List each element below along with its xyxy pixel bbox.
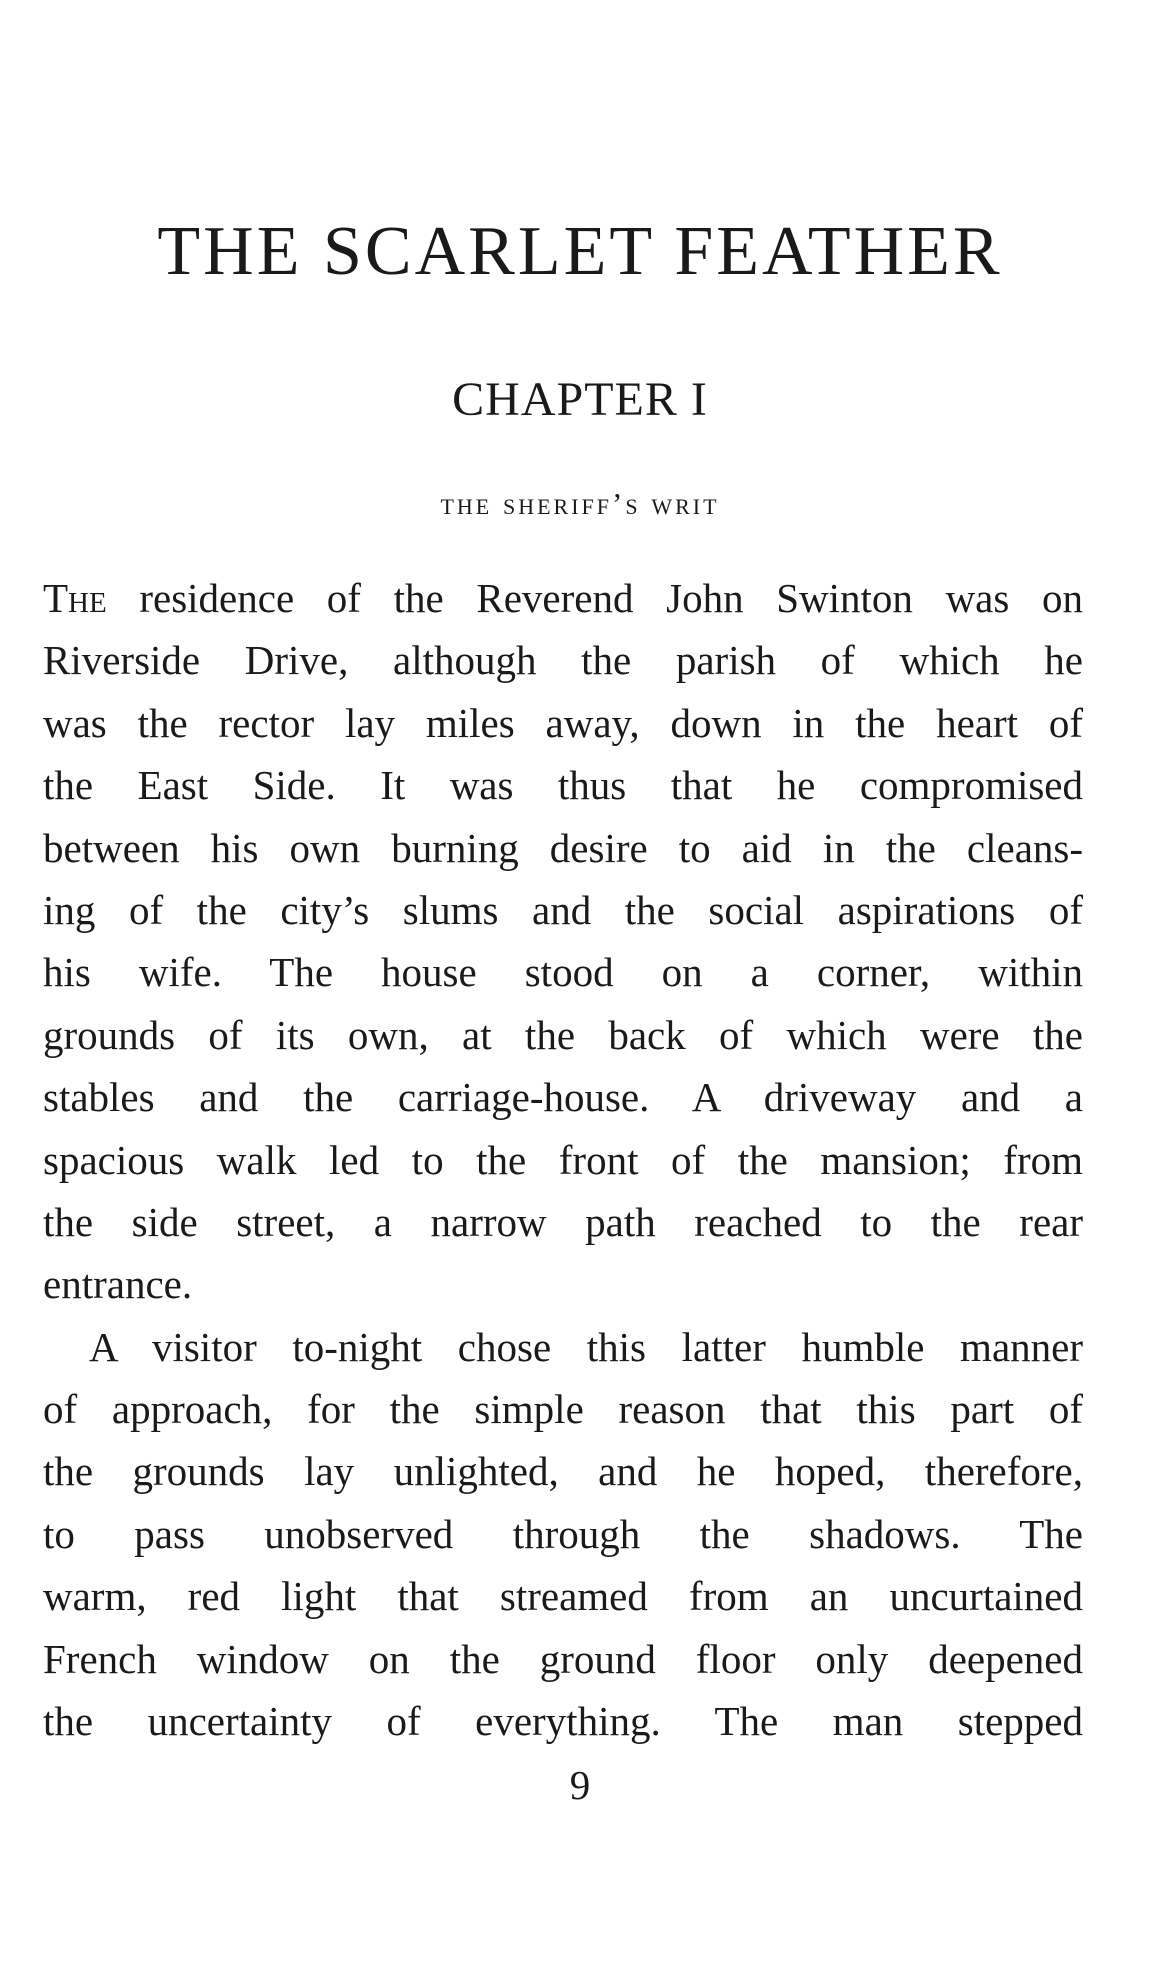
text-line: stables and the carriage-house. A driveway and a (43, 1074, 1083, 1121)
text-line: the grounds lay unlighted, and he hoped, therefore, (43, 1448, 1083, 1495)
page-number: 9 (569, 1762, 591, 1808)
text-line: Riverside Drive, although the parish of which he (43, 637, 1083, 684)
book-title: THE SCARLET FEATHER (157, 213, 1003, 290)
text-line: between his own burning desire to aid in the cleans- (43, 824, 1083, 871)
text-line: the East Side. It was thus that he compromised (43, 762, 1083, 809)
paragraph-first-word: The (43, 575, 107, 621)
text-line: of approach, for the simple reason that this part of (43, 1386, 1083, 1433)
text-line: to pass unobserved through the shadows. The (43, 1510, 1083, 1557)
text-line: was the rector lay miles away, down in the heart of (43, 699, 1083, 746)
text-line (43, 567, 1083, 629)
text-line: grounds of its own, at the back of which were the (43, 1011, 1083, 1058)
text-line: warm, red light that streamed from an uncurtained (43, 1573, 1083, 1620)
paragraph-2 (43, 1316, 1083, 1753)
text-line: spacious walk led to the front of the mansion; from (43, 1136, 1083, 1183)
chapter-number: CHAPTER I (452, 373, 708, 426)
paragraph-1 (43, 567, 1083, 1316)
text-line: A visitor to-night chose this latter humble manner (89, 1323, 1083, 1370)
first-line-rest: residence of the Reverend John Swinton was on (106, 575, 1083, 621)
text-line: entrance. (43, 1261, 193, 1308)
chapter-title: the sheriff’s writ (440, 486, 720, 521)
text-line: French window on the ground floor only deepened (43, 1635, 1083, 1682)
text-line: the uncertainty of everything. The man stepped (43, 1698, 1083, 1745)
text-line: his wife. The house stood on a corner, within (43, 949, 1083, 996)
text-line: ing of the city’s slums and the social aspirations of (43, 886, 1083, 933)
text-line: the side street, a narrow path reached to the rear (43, 1198, 1083, 1245)
chapter-body-text (43, 567, 1083, 1752)
